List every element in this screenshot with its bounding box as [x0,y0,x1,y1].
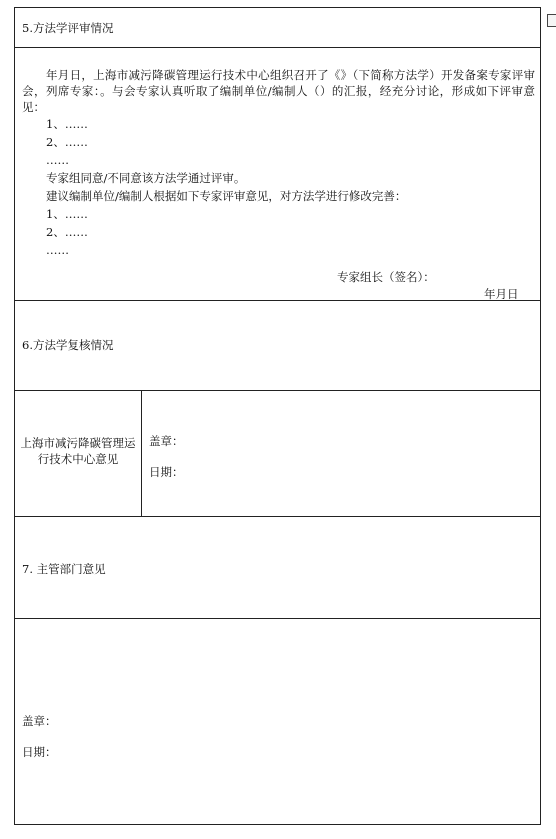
sec7-header-cell [14,516,541,619]
sec5-item-more: …… [46,153,69,167]
sec6-center-label: 上海市减污降碳管理运行技术中心意见 [20,436,136,466]
sec5-header-cell [14,7,541,48]
sec6-seal-label: 盖章： [149,434,184,448]
sec7-seal-label: 盖章： [22,714,57,728]
sec6-title: 6.方法学复核情况 [22,338,114,352]
sec5-body-cell [14,47,541,301]
sec5-suggest-item-2: 2、…… [46,225,88,239]
sec5-date-label: 年月日 [484,287,519,301]
sec5-title: 5.方法学评审情况 [22,21,114,35]
sec5-consent-text: 专家组同意/不同意该方法学通过评审。 [46,171,246,185]
sec5-item-2: 2、…… [46,135,88,149]
sec7-title: 7. 主管部门意见 [22,562,106,576]
sec5-suggest-text: 建议编制单位/编制人根据如下专家评审意见，对方法学进行修改完善： [46,189,407,203]
sec5-intro-paragraph: 年月日，上海市减污降碳管理运行技术中心组织召开了《》（下简称方法学）开发备案专家评审会，列席专家：。与会专家认真听取了编制单位/编制人（）的汇报，经充分讨论，形成如下评审意见： [22,68,535,114]
sec6-date-label: 日期： [149,465,184,479]
sec5-item-1: 1、…… [46,117,88,131]
sec6-header-cell [14,300,541,391]
text-cursor-marker [547,14,556,27]
sec5-suggest-item-1: 1、…… [46,207,88,221]
review-form [14,7,541,825]
sec5-suggest-item-more: …… [46,243,69,257]
expert-leader-signature-label: 专家组长（签名）： [337,270,435,284]
sec6-opinion-cell [141,390,541,517]
sec7-body-cell [14,618,541,825]
sec6-center-label-cell [14,390,142,517]
sec7-date-label: 日期： [22,745,57,759]
